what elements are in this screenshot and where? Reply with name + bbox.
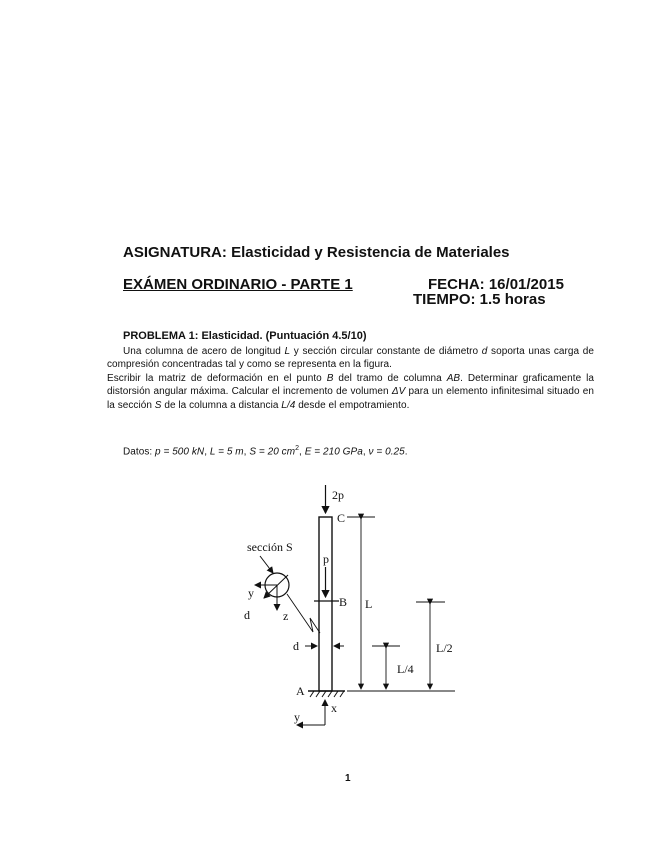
paragraph-2: Escribir la matriz de deformación en el punto B del tramo de columna AB. Determinar graficamente la distorsión angular máxima. Calcular el incremento de volumen ΔV para un elemento infinitesimal situado en la sección S de la columna a distancia L/4 desde el empotramiento. <box>107 372 595 411</box>
section-label: sección S <box>247 540 293 554</box>
point-c-label: C <box>337 511 346 525</box>
section-d-label: d <box>244 608 250 622</box>
base-x-label: x <box>331 701 337 715</box>
section-y-label: y <box>248 586 254 600</box>
load-label-top: 2p <box>332 488 344 502</box>
dimension-l2-label: L/2 <box>436 641 453 655</box>
load-label-mid: p <box>323 552 329 566</box>
fixed-support <box>308 691 345 697</box>
asignatura-label: ASIGNATURA: <box>123 244 227 261</box>
tiempo-label: TIEMPO: <box>413 291 476 308</box>
base-y-label: y <box>294 710 300 724</box>
datos-label: Datos: <box>123 446 156 458</box>
paragraph-1: Una columna de acero de longitud L y sección circular constante de diámetro d soporta unas carga de compresión concentradas tal y como se representa en la figura. <box>107 346 594 371</box>
exam-title-text: EXÁMEN ORDINARIO - PARTE 1 <box>123 276 353 293</box>
fecha-value: 16/01/2015 <box>488 276 564 293</box>
diameter-label: d <box>293 639 299 653</box>
data-line: Datos: p = 500 kN, L = 5 m, S = 20 $cm^2$, E = 210 GPa, ν = 0.25. <box>123 445 408 458</box>
problem-subtitle: : Elasticidad. (Puntuación 4.5/10) <box>194 330 367 342</box>
point-a-label: A <box>296 684 305 698</box>
dimension-l-label: L <box>365 597 373 611</box>
point-b-label: B <box>339 595 348 609</box>
asignatura-value: Elasticidad y Resistencia de Materiales <box>231 244 510 261</box>
page-number: 1 <box>345 773 351 784</box>
dimension-l4-label: L/4 <box>397 662 414 676</box>
problem-number: PROBLEMA 1 <box>123 330 195 342</box>
fecha-label: FECHA: <box>428 276 485 293</box>
section-pointer <box>260 556 273 573</box>
tiempo-value: 1.5 horas <box>479 291 546 308</box>
column-body <box>319 517 332 691</box>
dimension-l4 <box>372 646 400 689</box>
section-z-label: z <box>283 609 289 623</box>
section-leader <box>287 594 320 633</box>
